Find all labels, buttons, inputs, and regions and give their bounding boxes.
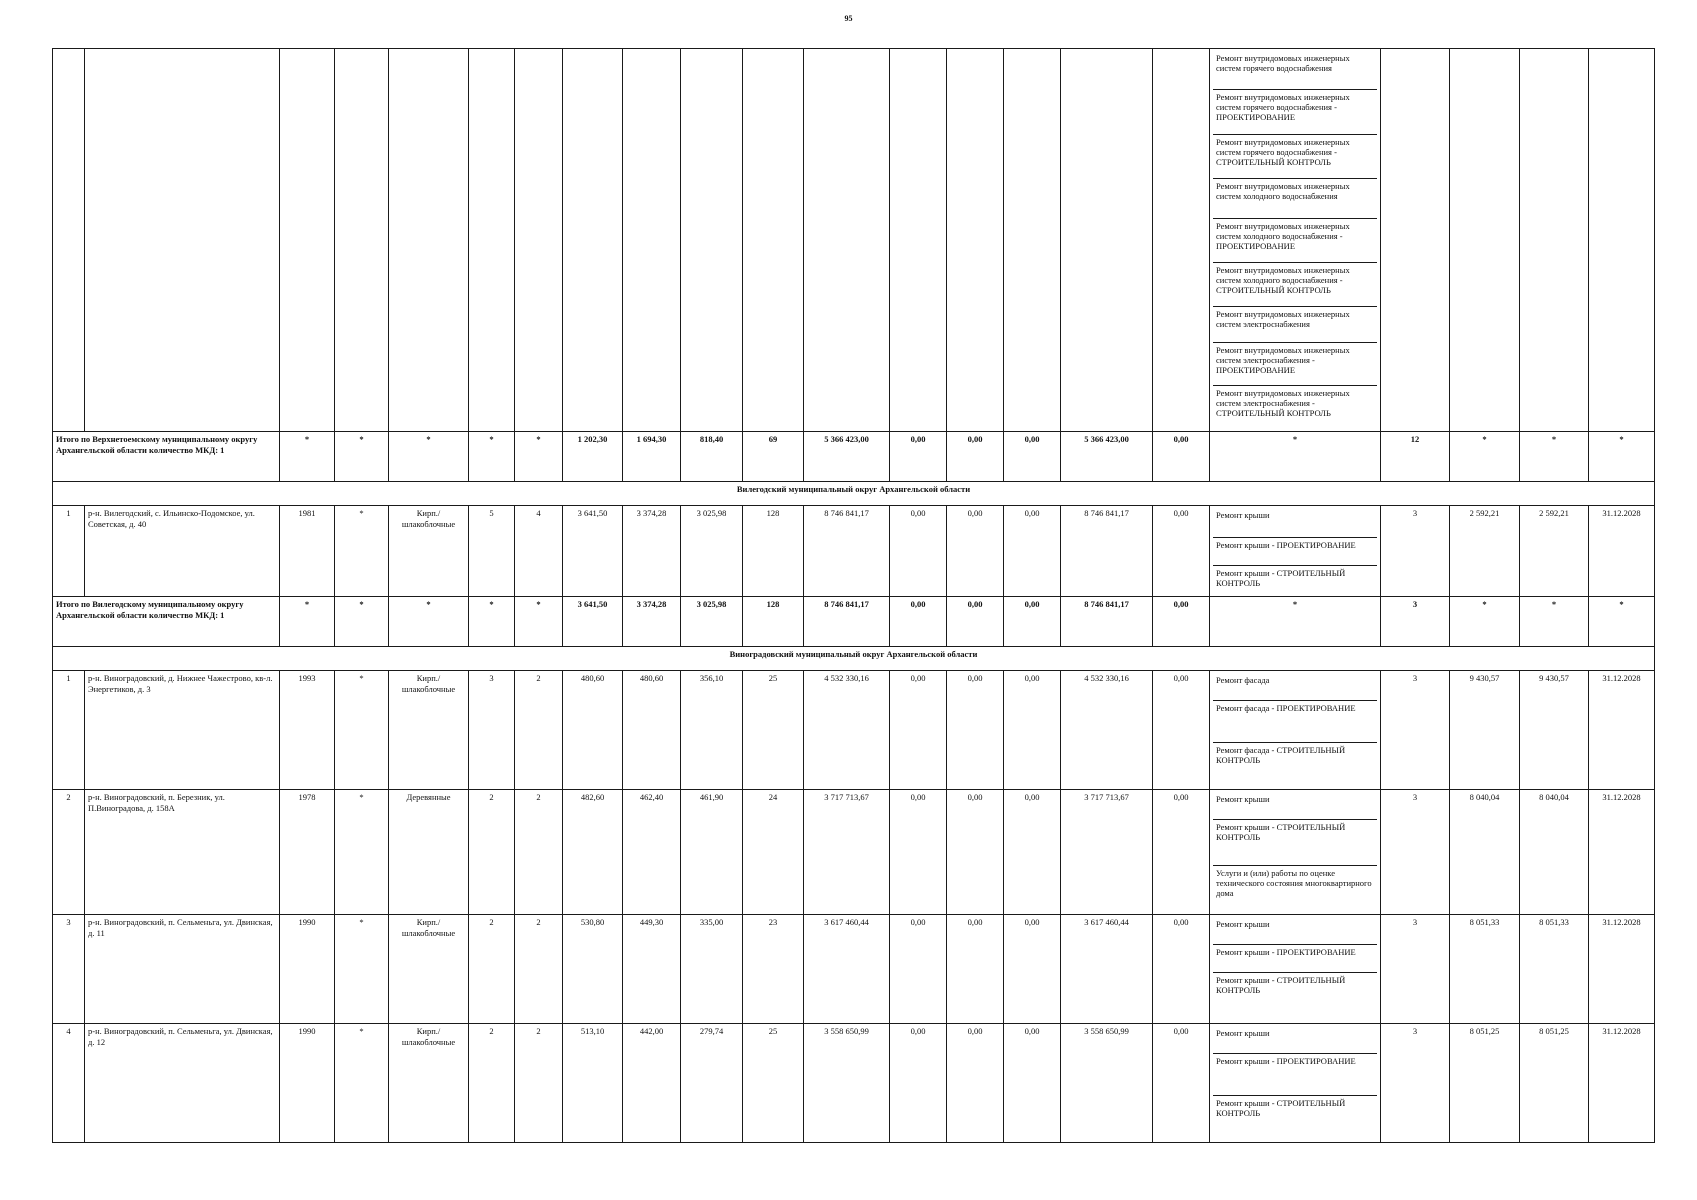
cell: 0,00 [1004,506,1061,597]
cell: 3 374,28 [623,597,681,647]
address: р-н. Виноградовский, п. Березник, ул. П.Виноградова, д. 158А [85,790,280,915]
cell: 279,74 [681,1024,743,1143]
cell: 3 [1381,671,1450,790]
table-row [53,915,1655,1024]
cell: 3 717 713,67 [1061,790,1153,915]
address: р-н. Виноградовский, д. Нижнее Чажестрово, кв-л. Энергетиков, д. 3 [85,671,280,790]
cell: * [515,432,563,482]
cell: * [335,1024,389,1143]
capital-repair-table [52,48,1655,1143]
cell: 1990 [280,915,335,1024]
work-item: Ремонт крыши [1213,917,1377,945]
cell: 530,80 [563,915,623,1024]
cell: * [1450,597,1520,647]
total-row [53,597,1655,647]
work-item: Ремонт внутридомовых инженерных систем горячего водоснабжения - ПРОЕКТИРОВАНИЕ [1213,90,1377,135]
address: р-н. Виноградовский, п. Сельменьга, ул. Двинская, д. 12 [85,1024,280,1143]
cell: * [335,597,389,647]
cell: * [1589,432,1655,482]
work-list [1210,506,1381,597]
cell: 0,00 [947,671,1004,790]
cell: 31.12.2028 [1589,506,1655,597]
cell: 3 025,98 [681,597,743,647]
cell: 0,00 [890,671,947,790]
cell: 0,00 [947,506,1004,597]
cell: 0,00 [1004,1024,1061,1143]
cell: 8 040,04 [1520,790,1589,915]
cell: 3 [1381,506,1450,597]
cell: 1978 [280,790,335,915]
cell: 1990 [280,1024,335,1143]
cell: 3 558 650,99 [1061,1024,1153,1143]
cell: 12 [1381,432,1450,482]
table-row [53,671,1655,790]
cell: 3 617 460,44 [804,915,890,1024]
cell: 128 [743,506,804,597]
cell: 0,00 [947,1024,1004,1143]
work-item: Услуги и (или) работы по оценке технического состояния многоквартирного дома [1216,868,1372,899]
cell: 0,00 [1004,790,1061,915]
cell: 0,00 [1153,506,1210,597]
cell: 0,00 [947,432,1004,482]
cell: 1981 [280,506,335,597]
cell: 3 374,28 [623,506,681,597]
cell: 3 641,50 [563,597,623,647]
cell: 2 [469,1024,515,1143]
cell: 2 [515,915,563,1024]
work-item: Ремонт крыши - ПРОЕКТИРОВАНИЕ [1213,945,1377,973]
cell: 0,00 [890,506,947,597]
cell: 480,60 [623,671,681,790]
cell: 3 617 460,44 [1061,915,1153,1024]
cell: 5 366 423,00 [1061,432,1153,482]
cell: 0,00 [1153,597,1210,647]
cell: 31.12.2028 [1589,915,1655,1024]
cell: 8 746 841,17 [804,597,890,647]
cell: 69 [743,432,804,482]
work-item: Ремонт фасада - ПРОЕКТИРОВАНИЕ [1213,701,1377,743]
row-number: 4 [53,1024,85,1143]
cell: * [1520,432,1589,482]
cell: 0,00 [1004,432,1061,482]
total-label: Итого по Вилегодскому муниципальному округу Архангельской области количество МКД: 1 [53,597,280,647]
work-item: Ремонт крыши - ПРОЕКТИРОВАНИЕ [1213,538,1377,566]
cell: 356,10 [681,671,743,790]
cell: * [335,506,389,597]
section-row [53,647,1655,671]
cell: 0,00 [890,597,947,647]
cell: 8 746 841,17 [1061,597,1153,647]
table-row [53,790,1655,915]
cell: * [389,597,469,647]
cell: * [469,597,515,647]
cell: 2 [515,790,563,915]
cell: * [1589,597,1655,647]
row-number: 3 [53,915,85,1024]
work-list [1210,671,1381,790]
cell: 2 592,21 [1450,506,1520,597]
section-title: Вилегодский муниципальный округ Архангельской области [53,482,1655,506]
cell: 442,00 [623,1024,681,1143]
cell: 3 025,98 [681,506,743,597]
work-item: Ремонт фасада [1213,673,1377,701]
work-item: Ремонт внутридомовых инженерных систем холодного водоснабжения [1213,179,1377,219]
cell: * [280,432,335,482]
cell: Кирп./ шлакоблочные [389,915,469,1024]
cell: 3 558 650,99 [804,1024,890,1143]
cell: 0,00 [947,790,1004,915]
section-title: Виноградовский муниципальный округ Архангельской области [53,647,1655,671]
cell: 8 051,25 [1520,1024,1589,1143]
table-row [53,1024,1655,1143]
work-item: Ремонт внутридомовых инженерных систем холодного водоснабжения - ПРОЕКТИРОВАНИЕ [1213,219,1377,263]
cell: * [1520,597,1589,647]
cell: 9 430,57 [1450,671,1520,790]
cell: 0,00 [1153,915,1210,1024]
work-item: Ремонт внутридомовых инженерных систем горячего водоснабжения [1213,51,1377,90]
cell: 0,00 [890,432,947,482]
cell: 0,00 [1153,1024,1210,1143]
row-number: 1 [53,671,85,790]
cell: 480,60 [563,671,623,790]
cell: 3 [1381,915,1450,1024]
cell: 0,00 [890,1024,947,1143]
cell: 31.12.2028 [1589,671,1655,790]
cell: 0,00 [1153,432,1210,482]
cell: * [335,432,389,482]
cell: 461,90 [681,790,743,915]
cell: 4 532 330,16 [1061,671,1153,790]
total-row [53,432,1655,482]
row-number: 1 [53,506,85,597]
cell: 2 [469,790,515,915]
cell: 0,00 [1153,671,1210,790]
table-row [53,506,1655,597]
cell: 1 694,30 [623,432,681,482]
cell: 1 202,30 [563,432,623,482]
cell: * [1210,432,1381,482]
work-item: Ремонт крыши [1213,792,1377,820]
cell: 335,00 [681,915,743,1024]
cell: 25 [743,1024,804,1143]
work-item: Ремонт крыши [1213,1026,1377,1054]
work-item: Ремонт внутридомовых инженерных систем холодного водоснабжения - СТРОИТЕЛЬНЫЙ КОНТРОЛЬ [1213,263,1377,307]
cell: 3 [1381,597,1450,647]
cell: 8 040,04 [1450,790,1520,915]
work-list [1210,1024,1381,1143]
cell: 449,30 [623,915,681,1024]
cell: 31.12.2028 [1589,790,1655,915]
cell: 5 366 423,00 [804,432,890,482]
page-number: 95 [844,14,853,23]
work-item: Ремонт крыши - СТРОИТЕЛЬНЫЙ КОНТРОЛЬ [1216,568,1346,589]
cell: * [389,432,469,482]
cell: 818,40 [681,432,743,482]
cell: 8 051,33 [1450,915,1520,1024]
cell: 2 592,21 [1520,506,1589,597]
cell: Кирп./ шлакоблочные [389,506,469,597]
work-item: Ремонт внутридомовых инженерных систем электроснабжения - ПРОЕКТИРОВАНИЕ [1213,343,1377,386]
cell: 0,00 [1004,671,1061,790]
work-item: Ремонт крыши [1213,508,1377,538]
work-item: Ремонт фасада - СТРОИТЕЛЬНЫЙ КОНТРОЛЬ [1216,745,1346,766]
cell: 8 051,25 [1450,1024,1520,1143]
cell: 4 532 330,16 [804,671,890,790]
cell: * [335,915,389,1024]
cell: 3 641,50 [563,506,623,597]
cell: 2 [515,1024,563,1143]
cell: 0,00 [890,790,947,915]
address: р-н. Виноградовский, п. Сельменьга, ул. Двинская, д. 11 [85,915,280,1024]
cell: Деревянные [389,790,469,915]
cell: 0,00 [890,915,947,1024]
total-label: Итого по Верхнетоемскому муниципальному округу Архангельской области количество МКД: 1 [53,432,280,482]
cell: Кирп./ шлакоблочные [389,671,469,790]
cell: 3 [469,671,515,790]
cell: 3 [1381,1024,1450,1143]
work-item: Ремонт внутридомовых инженерных систем горячего водоснабжения - СТРОИТЕЛЬНЫЙ КОНТРОЛЬ [1213,135,1377,179]
section-row [53,482,1655,506]
cell: 0,00 [1004,915,1061,1024]
cell: * [1450,432,1520,482]
work-item: Ремонт внутридомовых инженерных систем электроснабжения [1213,307,1377,343]
cell: Кирп./ шлакоблочные [389,1024,469,1143]
cell: 4 [515,506,563,597]
cell: 8 746 841,17 [804,506,890,597]
cell: 3 [1381,790,1450,915]
work-item: Ремонт крыши - СТРОИТЕЛЬНЫЙ КОНТРОЛЬ [1216,975,1346,996]
work-item: Ремонт крыши - СТРОИТЕЛЬНЫЙ КОНТРОЛЬ [1213,820,1377,866]
cell: 1993 [280,671,335,790]
work-list [1210,49,1381,432]
work-item: Ремонт внутридомовых инженерных систем электроснабжения - СТРОИТЕЛЬНЫЙ КОНТРОЛЬ [1216,388,1350,419]
continuation-row [53,49,1655,432]
work-list [1210,790,1381,915]
cell: * [335,671,389,790]
address: р-н. Вилегодский, с. Ильинско-Подомское, ул. Советская, д. 40 [85,506,280,597]
cell: 9 430,57 [1520,671,1589,790]
cell: 0,00 [947,597,1004,647]
cell: 0,00 [1153,790,1210,915]
work-item: Ремонт крыши - СТРОИТЕЛЬНЫЙ КОНТРОЛЬ [1216,1098,1346,1119]
cell: 8 746 841,17 [1061,506,1153,597]
work-list [1210,915,1381,1024]
cell: 513,10 [563,1024,623,1143]
cell: 3 717 713,67 [804,790,890,915]
cell: * [335,790,389,915]
cell: * [1210,597,1381,647]
cell: 25 [743,671,804,790]
cell: 0,00 [947,915,1004,1024]
cell: 31.12.2028 [1589,1024,1655,1143]
cell: * [469,432,515,482]
cell: 5 [469,506,515,597]
cell: 2 [469,915,515,1024]
cell: 128 [743,597,804,647]
cell: 2 [515,671,563,790]
cell: 482,60 [563,790,623,915]
work-item: Ремонт крыши - ПРОЕКТИРОВАНИЕ [1213,1054,1377,1096]
cell: 462,40 [623,790,681,915]
cell: 8 051,33 [1520,915,1589,1024]
row-number: 2 [53,790,85,915]
cell: 23 [743,915,804,1024]
cell: 24 [743,790,804,915]
cell: * [515,597,563,647]
cell: 0,00 [1004,597,1061,647]
cell: * [280,597,335,647]
